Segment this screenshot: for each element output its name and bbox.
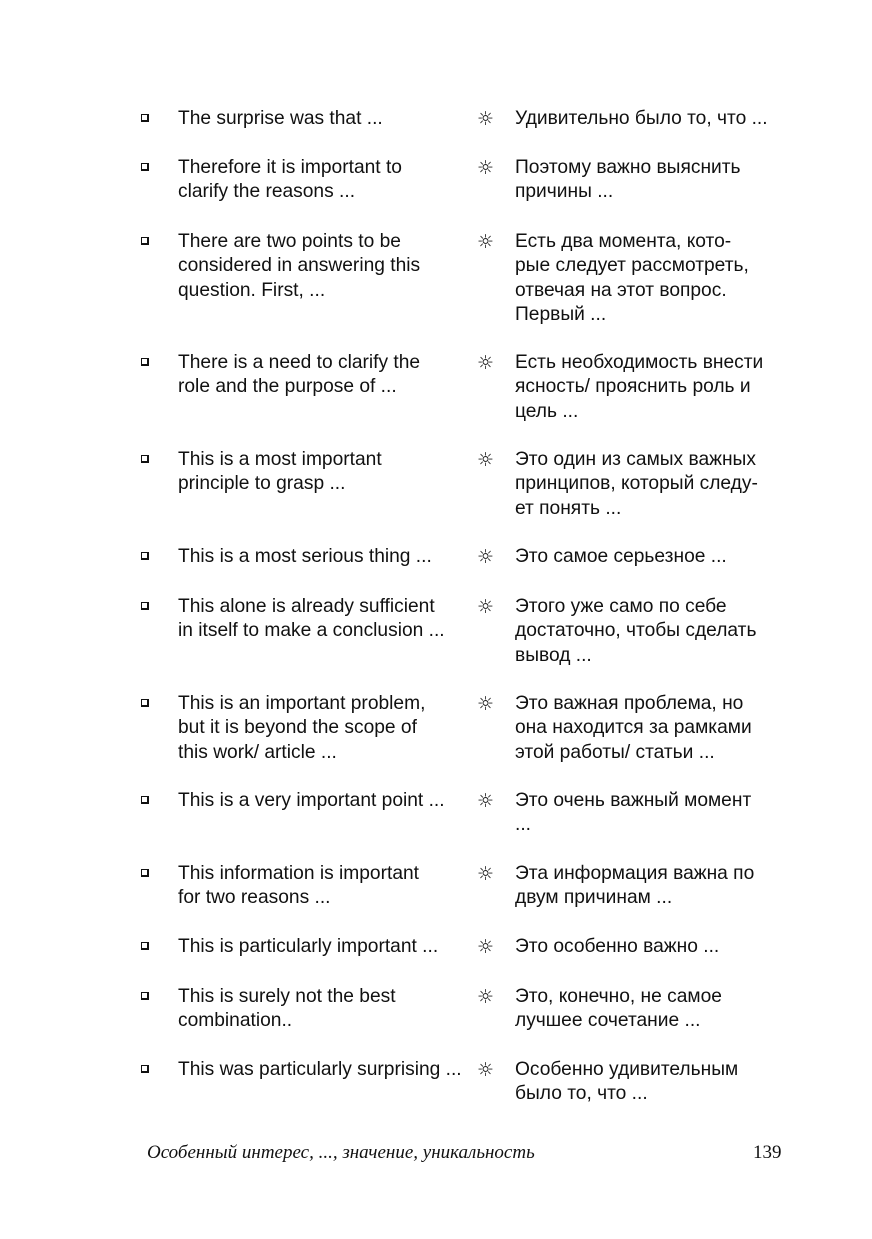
sun-icon: ☼ — [477, 596, 495, 618]
checkbox-bullet-icon — [141, 455, 149, 463]
english-phrase: This information is important for two reasons ... — [178, 863, 419, 909]
sun-icon: ☼ — [477, 546, 495, 568]
checkbox-bullet-icon — [141, 114, 149, 122]
english-phrase: This was particularly surprising ... — [178, 1059, 462, 1080]
russian-translation: Это очень важный момент ... — [515, 790, 752, 836]
checkbox-bullet-icon — [141, 602, 149, 610]
checkbox-bullet-icon — [141, 1065, 149, 1073]
checkbox-bullet-icon — [141, 163, 149, 171]
russian-translation: Есть два момента, кото- рые следует рассмотреть, отвечая на этот вопрос. Первый ... — [515, 231, 749, 325]
checkbox-bullet-icon — [141, 552, 149, 560]
russian-translation: Это важная проблема, но она находится за рамками этой работы/ статьи ... — [515, 693, 752, 763]
russian-translation: Эта информация важна по двум причинам ... — [515, 863, 755, 909]
checkbox-bullet-icon — [141, 992, 149, 1000]
sun-icon: ☼ — [477, 693, 495, 715]
english-phrase: This alone is already sufficient in itself to make a conclusion ... — [178, 596, 445, 642]
english-phrase: This is surely not the best combination.. — [178, 986, 396, 1032]
russian-translation: Этого уже само по себе достаточно, чтобы сделать вывод ... — [515, 596, 757, 666]
sun-icon: ☼ — [477, 936, 495, 958]
checkbox-bullet-icon — [141, 942, 149, 950]
english-phrase: There is a need to clarify the role and the purpose of ... — [178, 352, 421, 398]
russian-translation: Есть необходимость внести ясность/ прояснить роль и цель ... — [515, 352, 764, 422]
checkbox-bullet-icon — [141, 699, 149, 707]
sun-icon: ☼ — [477, 352, 495, 374]
checkbox-bullet-icon — [141, 869, 149, 877]
checkbox-bullet-icon — [141, 237, 149, 245]
sun-icon: ☼ — [477, 231, 495, 253]
sun-icon: ☼ — [477, 790, 495, 812]
russian-translation: Это особенно важно ... — [515, 936, 720, 957]
sun-icon: ☼ — [477, 108, 495, 130]
russian-translation: Это самое серьезное ... — [515, 546, 727, 567]
russian-translation: Это, конечно, не самое лучшее сочетание ... — [515, 986, 722, 1032]
english-phrase: This is a most serious thing ... — [178, 546, 432, 567]
russian-translation: Поэтому важно выяснить причины ... — [515, 157, 741, 203]
english-phrase: This is an important problem, but it is beyond the scope of this work/ article ... — [178, 693, 426, 763]
running-footer-title: Особенный интерес, ..., значение, уникальность — [147, 1142, 535, 1163]
sun-icon: ☼ — [477, 449, 495, 471]
sun-icon: ☼ — [477, 863, 495, 885]
english-phrase: This is particularly important ... — [178, 936, 439, 957]
page-number: 139 — [753, 1142, 782, 1163]
english-phrase: Therefore it is important to clarify the reasons ... — [178, 157, 402, 203]
sun-icon: ☼ — [477, 1059, 495, 1081]
english-phrase: This is a very important point ... — [178, 790, 445, 811]
checkbox-bullet-icon — [141, 796, 149, 804]
russian-translation: Особенно удивительным было то, что ... — [515, 1059, 739, 1105]
sun-icon: ☼ — [477, 157, 495, 179]
english-phrase: There are two points to be considered in answering this question. First, ... — [178, 231, 421, 301]
russian-translation: Это один из самых важных принципов, который следу- ет понять ... — [515, 449, 758, 519]
english-phrase: The surprise was that ... — [178, 108, 383, 129]
english-phrase: This is a most important principle to grasp ... — [178, 449, 382, 495]
checkbox-bullet-icon — [141, 358, 149, 366]
russian-translation: Удивительно было то, что ... — [515, 108, 768, 129]
sun-icon: ☼ — [477, 986, 495, 1008]
